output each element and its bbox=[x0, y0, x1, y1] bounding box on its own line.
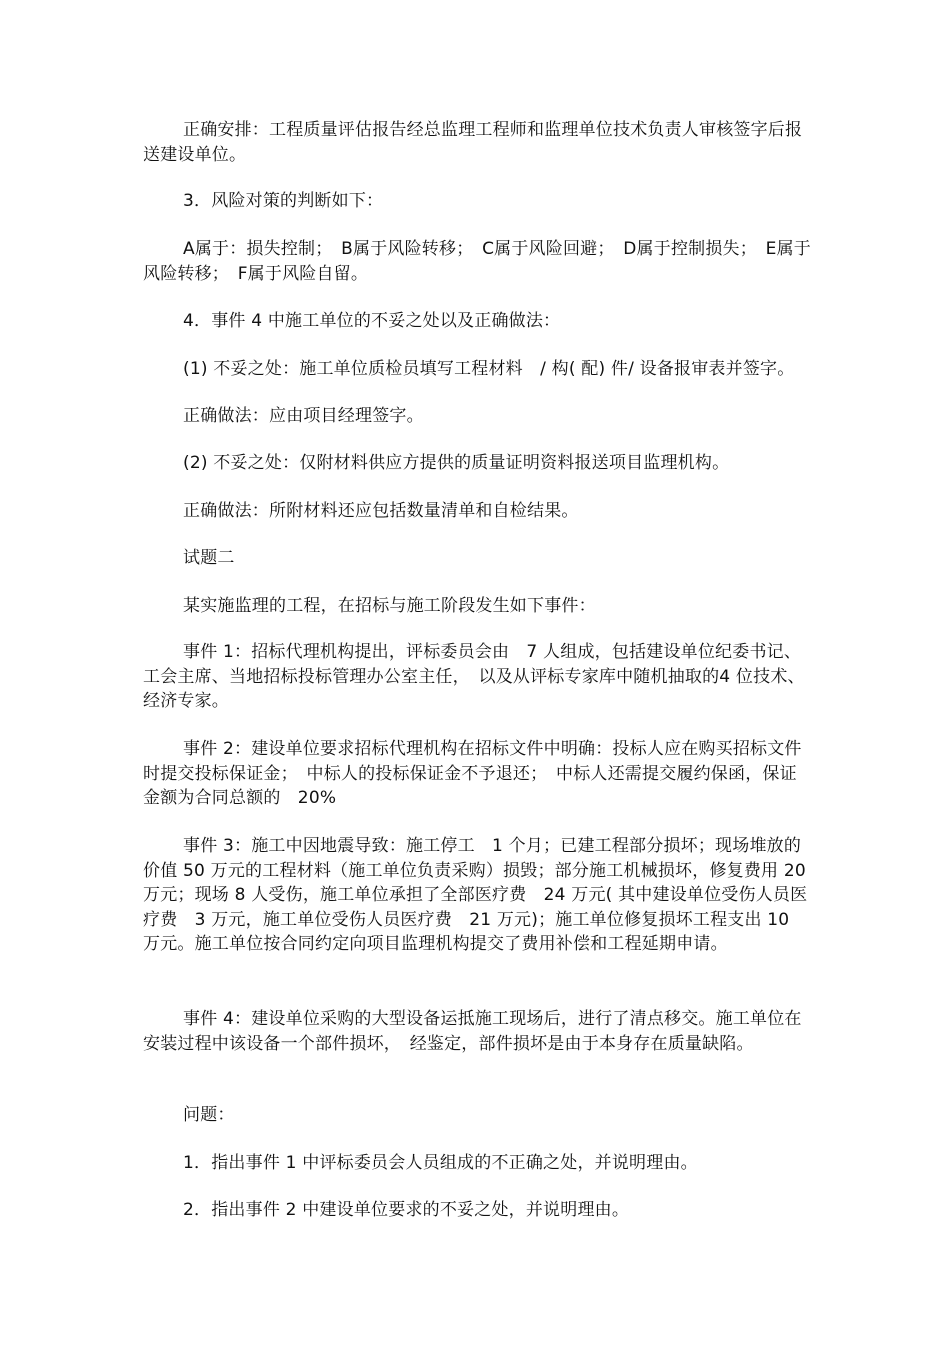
paragraph-improper-1: (1) 不妥之处：施工单位质检员填写工程材料 / 构( 配) 件/ 设备报审表并签字。 bbox=[183, 359, 795, 379]
paragraph-correct-1: 正确做法：应由项目经理签字。 bbox=[183, 406, 424, 426]
paragraph-event4-heading: 4．事件 4 中施工单位的不妥之处以及正确做法： bbox=[183, 311, 561, 331]
paragraph-event-4: 事件 4：建设单位采购的大型设备运抵施工现场后，进行了清点移交。施工单位在安装过程中该设备一个部件损坏， 经鉴定，部件损坏是由于本身存在质量缺陷。 bbox=[143, 1009, 802, 1054]
paragraph-event-3: 事件 3：施工中因地震导致：施工停工 1 个月；已建工程部分损坏；现场堆放的价值 50 万元的工程材料（施工单位负责采购）损毁；部分施工机械损坏，修复费用 20 万元；现场 8 人受伤，施工单位承担了全部医疗费 24 万元( 其中建设单位受伤人员医疗费 3 万元，施工单位受伤人员医疗费 21 万元)；施工单位修复损坏工程支出 10 万元。施工单位按合同约定向项目监理机构提交了费用补偿和工程延期申请。 bbox=[143, 836, 808, 954]
paragraph-risk-answers: A属于：损失控制； B属于风险转移； C属于风险回避； D属于控制损失； E属于风险转移； F属于风险自留。 bbox=[143, 239, 811, 284]
paragraph-correct-arrangement: 正确安排：工程质量评估报告经总监理工程师和监理单位技术负责人审核签字后报送建设单位。 bbox=[143, 120, 803, 165]
paragraph-event-1: 事件 1：招标代理机构提出，评标委员会由 7 人组成，包括建设单位纪委书记、工会主席、当地招标投标管理办公室主任， 以及从评标专家库中随机抽取的4 位技术、经济专家。 bbox=[143, 642, 805, 711]
paragraph-correct-2: 正确做法：所附材料还应包括数量清单和自检结果。 bbox=[183, 501, 579, 521]
paragraph-event-2: 事件 2：建设单位要求招标代理机构在招标文件中明确：投标人应在购买招标文件时提交投标保证金； 中标人的投标保证金不予退还； 中标人还需提交履约保函，保证金额为合同总额的 20% bbox=[143, 739, 802, 808]
paragraph-question-1: 1．指出事件 1 中评标委员会人员组成的不正确之处，并说明理由。 bbox=[183, 1153, 698, 1173]
section-title: 试题二 bbox=[183, 548, 235, 568]
paragraph-question-2: 2．指出事件 2 中建设单位要求的不妥之处，并说明理由。 bbox=[183, 1200, 630, 1220]
paragraph-questions-heading: 问题： bbox=[183, 1105, 235, 1125]
paragraph-improper-2: (2) 不妥之处：仅附材料供应方提供的质量证明资料报送项目监理机构。 bbox=[183, 453, 730, 473]
paragraph-risk-heading: 3．风险对策的判断如下： bbox=[183, 191, 384, 211]
paragraph-intro: 某实施监理的工程，在招标与施工阶段发生如下事件： bbox=[183, 596, 596, 616]
